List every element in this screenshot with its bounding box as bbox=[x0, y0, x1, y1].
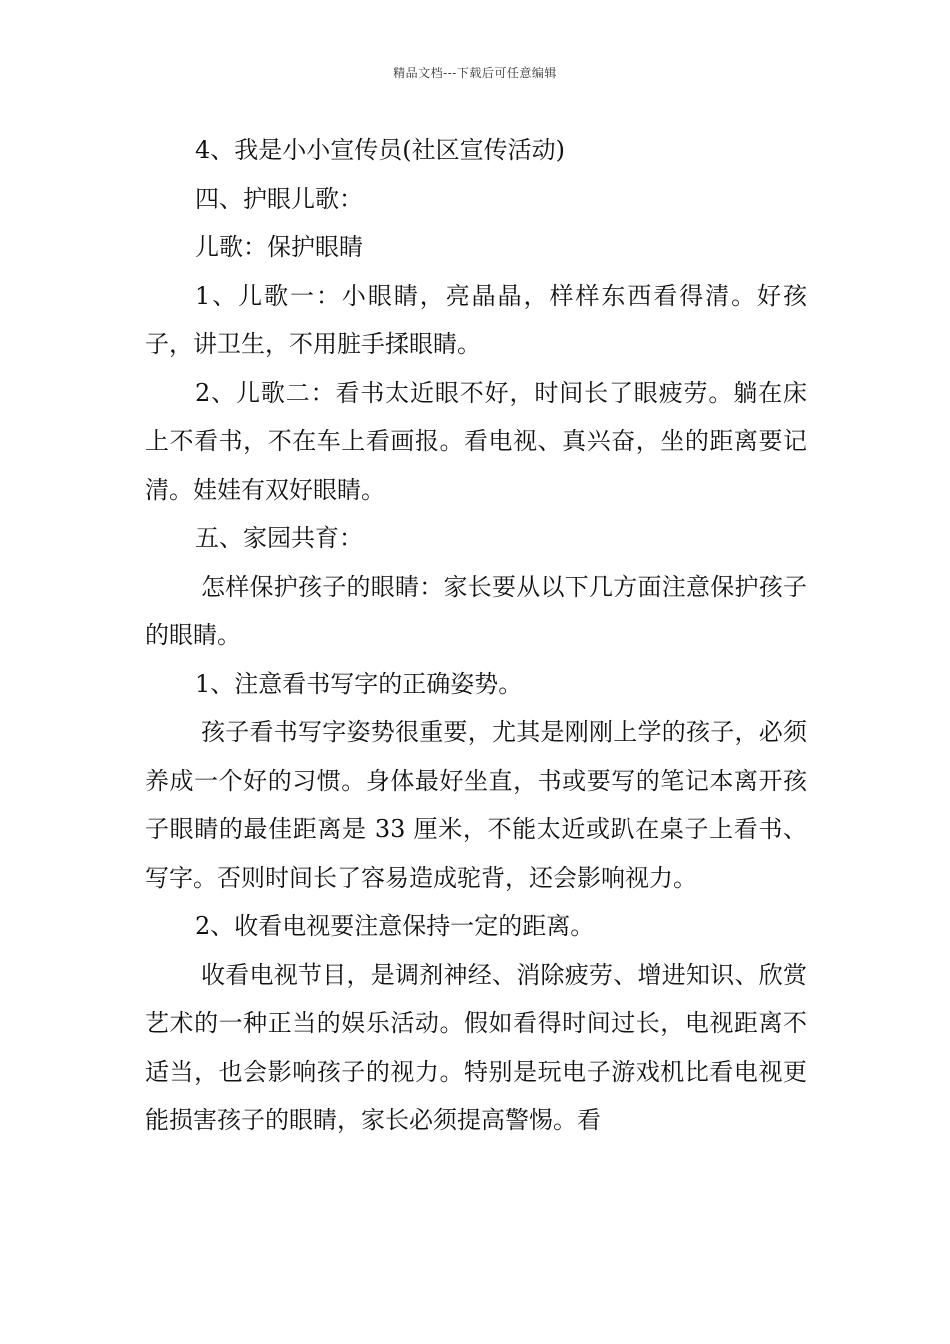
document-body bbox=[145, 126, 807, 1145]
page-header: 精品文档---下载后可任意编辑 bbox=[393, 66, 557, 80]
song-title: 儿歌：保护眼睛 bbox=[195, 233, 363, 261]
paragraph-posture: 孩子看书写字姿势很重要，尤其是刚刚上学的孩子，必须养成一个好的习惯。身体最好坐直，书或要写的笔记本离开孩子眼睛的最佳距离是 33 厘米，不能太近或趴在桌子上看书、写字。否则时间长了容易造成驼背，还会影响视力。 bbox=[145, 718, 807, 892]
subheading-tv-distance: 2、收看电视要注意保持一定的距离。 bbox=[195, 912, 595, 940]
section-heading-home-school: 五、家园共育： bbox=[195, 524, 363, 552]
paragraph-tv-distance: 收看电视节目，是调剂神经、消除疲劳、增进知识、欣赏艺术的一种正当的娱乐活动。假如看得时间过长，电视距离不适当，也会影响孩子的视力。特别是玩电子游戏机比看电视更能损害孩子的眼睛，家长必须提高警惕。看 bbox=[145, 960, 807, 1134]
paragraph-item-4-publicity: 4、我是小小宣传员(社区宣传活动) bbox=[195, 136, 565, 164]
paragraph-how-to-protect: 怎样保护孩子的眼睛：家长要从以下几方面注意保护孩子的眼睛。 bbox=[145, 572, 807, 649]
paragraph-song-one: 1、儿歌一：小眼睛，亮晶晶，样样东西看得清。好孩子，讲卫生，不用脏手揉眼睛。 bbox=[145, 281, 807, 358]
section-heading-eye-care-songs: 四、护眼儿歌： bbox=[195, 184, 363, 213]
paragraph-song-two: 2、儿歌二：看书太近眼不好，时间长了眼疲劳。躺在床上不看书，不在车上看画报。看电视、真兴奋，坐的距离要记清。娃娃有双好眼睛。 bbox=[145, 378, 807, 504]
subheading-posture: 1、注意看书写字的正确姿势。 bbox=[195, 669, 523, 698]
